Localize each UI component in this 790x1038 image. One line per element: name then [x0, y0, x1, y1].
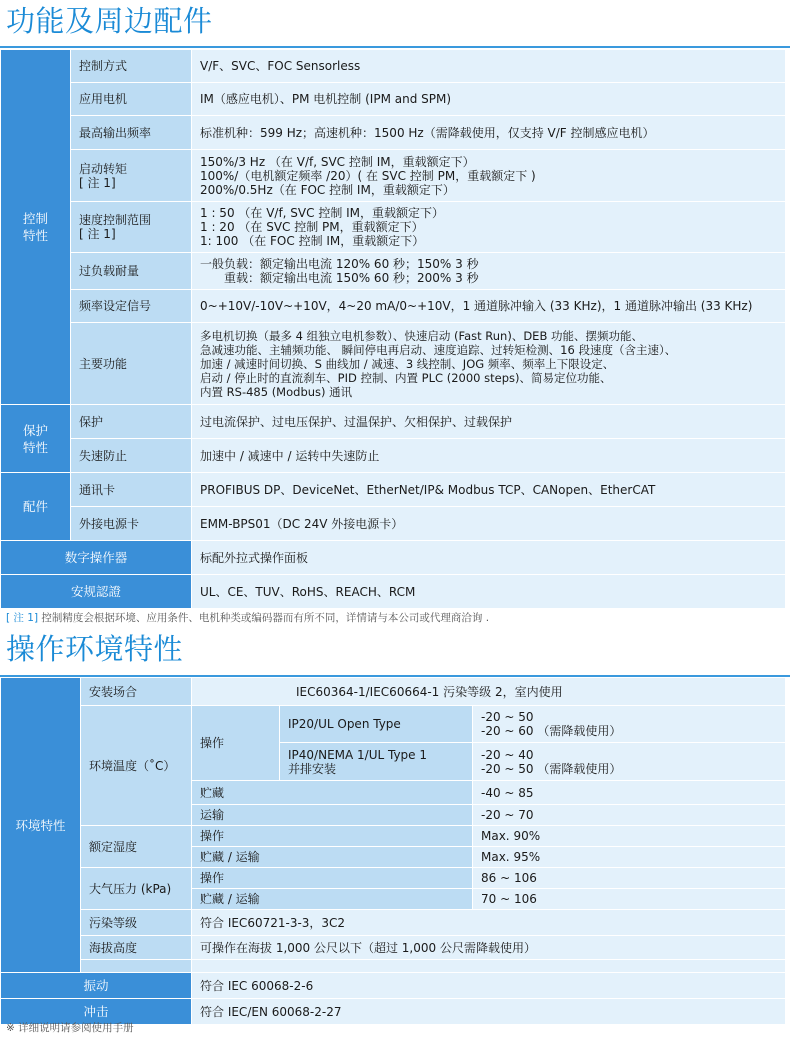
temp-operate-label: 操作	[192, 706, 280, 781]
row-value-install: IEC60364-1/IEC60664-1 污染等级 2，室内使用	[192, 678, 786, 706]
row-label-pollution: 污染等级	[81, 910, 192, 936]
row-value-main-func: 多电机切换（最多 4 组独立电机参数）、快速启动 (Fast Run)、DEB 功能、摆频功能、 急减速功能、主辅频功能、 瞬间停电再启动、速度追踪、过转矩检测、16 段速度（含主速）、 加速 / 减速时间切换、S 曲线加 / 减速、3 线控制、JOG 频率、频率上下限设定、 启动 / 停止时的直流刹车、PID 控制、内置 PLC (2000 steps)、简易定位功能、 内置 RS-485 (Modbus) 通讯	[192, 323, 786, 405]
functions-table	[0, 49, 786, 609]
row-label-altitude: 海拔高度	[81, 936, 192, 960]
row-label-install: 安装场合	[81, 678, 192, 706]
group-accessory: 配件	[1, 473, 71, 541]
row-label-temp: 环境温度（˚C）	[81, 706, 192, 826]
row-label-control-mode: 控制方式	[71, 50, 192, 83]
row-value-protection: 过电流保护、过电压保护、过温保护、欠相保护、过载保护	[192, 405, 786, 439]
pressure-operate-label: 操作	[192, 868, 473, 889]
temp-ip40-label: IP40/NEMA 1/UL Type 1 并排安装	[280, 743, 473, 781]
row-value-overload: 一般负载：额定输出电流 120% 60 秒；150% 3 秒 重载：额定输出电流 150% 60 秒；200% 3 秒	[192, 253, 786, 290]
group-control: 控制 特性	[1, 50, 71, 405]
row-label-humidity: 额定湿度	[81, 826, 192, 868]
group-protect: 保护 特性	[1, 405, 71, 473]
row-value-pollution: 符合 IEC60721-3-3，3C2	[192, 910, 786, 936]
humidity-operate-label: 操作	[192, 826, 473, 847]
row-label-vibration: 振动	[1, 973, 192, 999]
row-label-shock: 冲击	[1, 999, 192, 1025]
section-title-functions: 功能及周边配件	[6, 4, 213, 38]
env-spacer-value	[192, 960, 786, 973]
temp-transport-value: -20 ~ 70	[473, 805, 786, 826]
temp-ip40-value: -20 ~ 40 -20 ~ 50 （需降载使用）	[473, 743, 786, 781]
title-underline	[0, 46, 790, 48]
row-label-comm-card: 通讯卡	[71, 473, 192, 507]
temp-ip20-label: IP20/UL Open Type	[280, 706, 473, 743]
temp-storage-label: 贮藏	[192, 781, 473, 805]
row-label-keypad: 数字操作器	[1, 541, 192, 575]
row-label-main-func: 主要功能	[71, 323, 192, 405]
row-value-keypad: 标配外拉式操作面板	[192, 541, 786, 575]
row-value-speed-range: 1 : 50 （在 V/f, SVC 控制 IM，重载额定下） 1 : 20 （在 SVC 控制 PM，重载额定下） 1: 100 （在 FOC 控制 IM，重载额定下）	[192, 202, 786, 253]
note-text: 控制精度会根据环境、应用条件、电机种类或编码器而有所不同，详情请与本公司或代理商洽询 .	[38, 612, 490, 624]
row-value-power-card: EMM-BPS01（DC 24V 外接电源卡）	[192, 507, 786, 541]
row-value-max-freq: 标准机种：599 Hz；高速机种：1500 Hz（需降载使用，仅支持 V/F 控制感应电机）	[192, 116, 786, 150]
row-value-freq-signal: 0~+10V/-10V~+10V，4~20 mA/0~+10V，1 通道脉冲输入 (33 KHz)，1 通道脉冲输出 (33 KHz)	[192, 290, 786, 323]
temp-storage-value: -40 ~ 85	[473, 781, 786, 805]
row-value-altitude: 可操作在海拔 1,000 公尺以下（超过 1,000 公尺需降载使用）	[192, 936, 786, 960]
row-label-stall: 失速防止	[71, 439, 192, 473]
pressure-storage-value: 70 ~ 106	[473, 889, 786, 910]
row-label-overload: 过负载耐量	[71, 253, 192, 290]
row-label-freq-signal: 频率设定信号	[71, 290, 192, 323]
pressure-operate-value: 86 ~ 106	[473, 868, 786, 889]
env-spacer-label	[81, 960, 192, 973]
note-tag: [ 注 1]	[6, 612, 39, 624]
row-value-control-mode: V/F、SVC、FOC Sensorless	[192, 50, 786, 83]
humidity-storage-label: 贮藏 / 运输	[192, 847, 473, 868]
row-label-safety: 安规認證	[1, 575, 192, 609]
row-value-stall: 加速中 / 减速中 / 运转中失速防止	[192, 439, 786, 473]
row-value-vibration: 符合 IEC 60068-2-6	[192, 973, 786, 999]
row-value-start-torque: 150%/3 Hz （在 V/f, SVC 控制 IM，重载额定下） 100%/（电机额定频率 /20）( 在 SVC 控制 PM，重载额定下 ) 200%/0.5Hz（在 FOC 控制 IM，重载额定下）	[192, 150, 786, 202]
note-1	[6, 610, 489, 625]
pressure-storage-label: 贮藏 / 运输	[192, 889, 473, 910]
row-value-comm-card: PROFIBUS DP、DeviceNet、EtherNet/IP& Modbus TCP、CANopen、EtherCAT	[192, 473, 786, 507]
footnote: ※ 详细说明请参阅使用手册	[6, 1022, 134, 1034]
row-label-power-card: 外接电源卡	[71, 507, 192, 541]
row-label-max-freq: 最高输出频率	[71, 116, 192, 150]
section-title-environment: 操作环境特性	[6, 632, 184, 666]
temp-ip20-value: -20 ~ 50 -20 ~ 60 （需降载使用）	[473, 706, 786, 743]
group-environment: 环境特性	[1, 678, 81, 973]
humidity-storage-value: Max. 95%	[473, 847, 786, 868]
environment-table	[0, 677, 786, 1025]
row-label-motor: 应用电机	[71, 83, 192, 116]
row-label-speed-range: 速度控制范围 [ 注 1]	[71, 202, 192, 253]
row-value-shock: 符合 IEC/EN 60068-2-27	[192, 999, 786, 1025]
row-label-pressure: 大气压力 (kPa)	[81, 868, 192, 910]
row-value-safety: UL、CE、TUV、RoHS、REACH、RCM	[192, 575, 786, 609]
row-label-start-torque: 启动转矩 [ 注 1]	[71, 150, 192, 202]
row-value-motor: IM（感应电机）、PM 电机控制 (IPM and SPM)	[192, 83, 786, 116]
humidity-operate-value: Max. 90%	[473, 826, 786, 847]
row-label-protection: 保护	[71, 405, 192, 439]
temp-transport-label: 运输	[192, 805, 473, 826]
